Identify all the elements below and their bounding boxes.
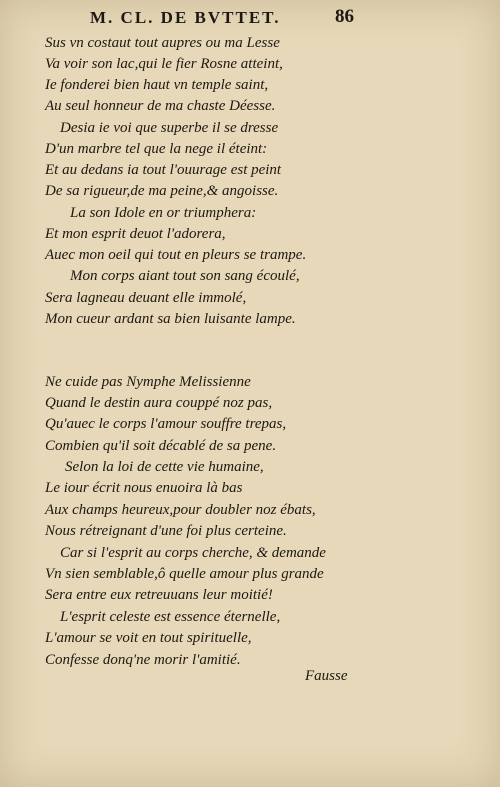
verse-line: Aux champs heureux,pour doubler noz ébats,	[45, 502, 316, 518]
page-header	[0, 6, 500, 30]
verse-line: Sus vn costaut tout aupres ou ma Lesse	[45, 35, 280, 51]
verse-line: Car si l'esprit au corps cherche, & demande	[60, 545, 326, 561]
verse-line: D'un marbre tel que la nege il éteint:	[45, 141, 268, 157]
verse-line: La son Idole en or triumphera:	[70, 205, 257, 221]
running-title: M. CL. DE BVTTET.	[90, 8, 281, 27]
verse-line: L'amour se voit en tout spirituelle,	[45, 630, 252, 646]
verse-line: Au seul honneur de ma chaste Déesse.	[45, 98, 276, 114]
verse-line: Le iour écrit nous enuoira là bas	[45, 480, 243, 496]
verse-line: Combien qu'il soit décablé de sa pene.	[45, 438, 277, 454]
verse-line: Ie fonderei bien haut vn temple saint,	[45, 77, 269, 93]
page-number: 86	[335, 6, 354, 27]
verse-line: L'esprit celeste est essence éternelle,	[60, 609, 281, 625]
verse-line: Auec mon oeil qui tout en pleurs se trampe.	[45, 247, 307, 263]
verse-line: Mon cueur ardant sa bien luisante lampe.	[45, 311, 296, 327]
catchword: Fausse	[305, 668, 348, 684]
verse-line: Quand le destin aura couppé noz pas,	[45, 395, 273, 411]
verse-line: Et au dedans ia tout l'ouurage est peint	[45, 162, 282, 178]
verse-line: Selon la loi de cette vie humaine,	[65, 459, 264, 475]
verse-line: Qu'auec le corps l'amour souffre trepas,	[45, 416, 287, 432]
verse-line: Mon corps aiant tout son sang écoulé,	[70, 268, 300, 284]
verse-line: Sera entre eux retreuuans leur moitié!	[45, 587, 273, 603]
verse-line: Sera lagneau deuant elle immolé,	[45, 290, 247, 306]
verse-line: Vn sien semblable,ô quelle amour plus grande	[45, 566, 324, 582]
verse-line: Et mon esprit deuot l'adorera,	[45, 226, 226, 242]
verse-line: Desia ie voi que superbe il se dresse	[60, 120, 279, 136]
verse-line: Ne cuide pas Nymphe Melissienne	[45, 374, 251, 390]
verse-line: Va voir son lac,qui le fier Rosne atteint,	[45, 56, 283, 72]
verse-line: Confesse donq'ne morir l'amitié.	[45, 652, 241, 668]
verse-line: De sa rigueur,de ma peine,& angoisse.	[45, 183, 279, 199]
verse-line: Nous rétreignant d'une foi plus certeine.	[45, 523, 287, 539]
